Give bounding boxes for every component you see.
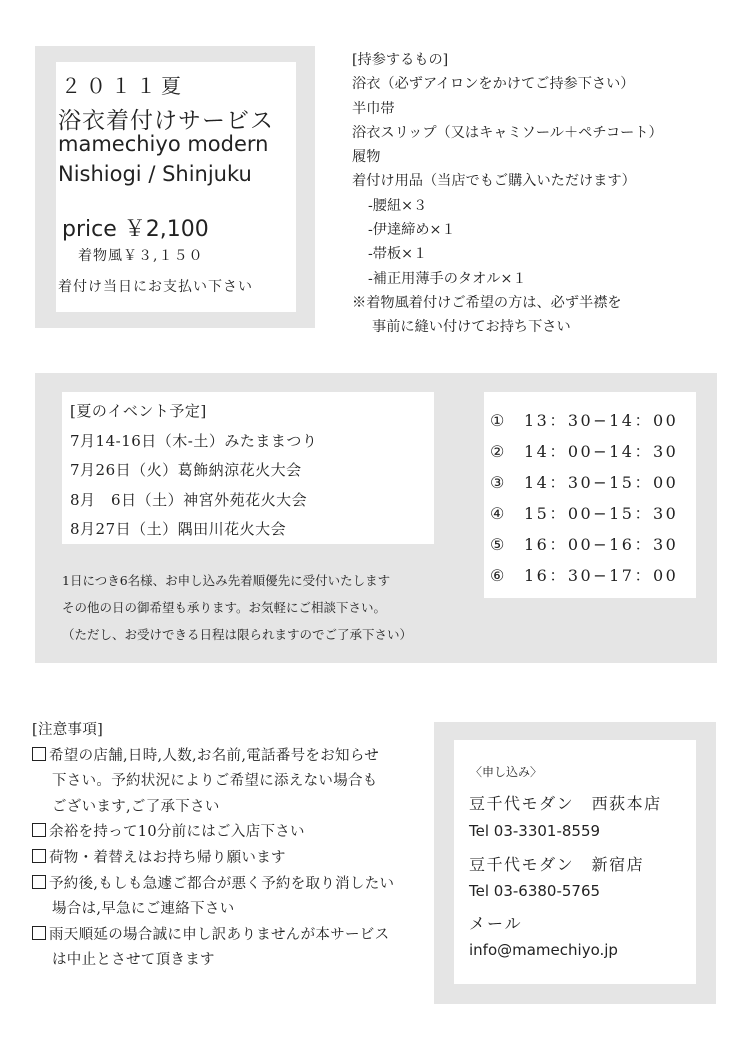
bring-item: 半巾帯 [352, 100, 395, 117]
mail-label: メール [469, 914, 523, 933]
event-item: 8月27日（土）隅田川花火大会 [70, 520, 287, 538]
timeslot-row [490, 498, 678, 529]
timeslot-row [490, 405, 678, 436]
bring-item: 浴衣スリップ（又はキャミソール＋ペチコート） [352, 124, 663, 141]
events-list [70, 397, 317, 545]
caution-item: 雨天順延の場合誠に申し訳ありませんが本サービス [32, 923, 394, 949]
supply-item: -帯板×１ [368, 246, 428, 263]
events-note: （ただし、お受けできる日程は限られますのでご了承下さい） [62, 627, 413, 642]
bring-item: 着付け用品（当店でもご購入いただけます） [352, 173, 636, 190]
timeslot-row [490, 436, 678, 467]
supply-item: -補正用薄手のタオル×１ [368, 270, 527, 287]
title-service: 浴衣着付けサービス [58, 108, 274, 134]
caution-item: 余裕を持って10分前にはご入店下さい [32, 820, 394, 846]
bring-note: ※着物風着付けご希望の方は、必ず半襟を [352, 294, 622, 311]
events-note: その他の日の御希望も承ります。お気軽にご相談下さい。 [62, 600, 387, 615]
timeslot-number: ④ [490, 504, 507, 523]
bring-note-cont: 事前に縫い付けてお持ち下さい [372, 319, 571, 336]
timeslot-number: ⑤ [490, 535, 507, 554]
event-item: 8月 6日（土）神宮外苑花火大会 [70, 490, 308, 509]
payment-note: 着付け当日にお支払い下さい [58, 279, 253, 295]
checkbox-icon [32, 747, 46, 761]
events-note: 1日につき6名様、お申し込み先着順優先に受付いたします [62, 573, 391, 588]
kimono-price-text: 着物風￥３,１５０ [78, 248, 204, 264]
caution-item-cont: は中止とさせて頂きます [52, 952, 215, 969]
timeslot-time: 16：30−17：00 [524, 566, 679, 585]
timeslot-time: 14：30−15：00 [524, 473, 679, 492]
caution-item: 予約後,もしも急遽ご都合が悪く予約を取り消したい [32, 872, 394, 898]
timeslot-number: ⑥ [490, 566, 507, 585]
timeslot-time: 15：00−15：30 [524, 504, 679, 523]
event-item: 7月14-16日（木-土）みたままつり [70, 431, 318, 450]
timeslots-list [490, 405, 678, 591]
caution-item-cont: 場合は,早急にご連絡下さい [52, 901, 235, 918]
bring-item: 履物 [352, 149, 381, 166]
caution-item: 希望の店舗,日時,人数,お名前,電話番号をお知らせ [32, 744, 394, 770]
timeslot-time: 13：30−14：00 [524, 411, 679, 430]
checkbox-icon [32, 926, 46, 940]
checkbox-icon [32, 823, 46, 837]
timeslot-row [490, 467, 678, 498]
store-shinjuku-tel[interactable]: Tel 03-6380-5765 [469, 882, 601, 900]
timeslot-row [490, 529, 678, 560]
bring-list [352, 48, 663, 340]
brand-name: mamechiyo modern [58, 132, 269, 156]
bring-item: 浴衣（必ずアイロンをかけてご持参下さい） [352, 76, 635, 93]
caution-item: 荷物・着替えはお持ち帰り願います [32, 846, 394, 872]
timeslot-number: ③ [490, 473, 507, 492]
checkbox-icon [32, 849, 46, 863]
mail-address-link[interactable]: info@mamechiyo.jp [469, 941, 618, 959]
caution-item-cont: 下さい。予約状況によりご希望に添えない場合も [52, 773, 378, 790]
caution-item-cont: ございます,ご了承下さい [52, 798, 220, 815]
title-panel [56, 62, 296, 312]
timeslot-number: ② [490, 442, 507, 461]
timeslot-time: 16：00−16：30 [524, 535, 679, 554]
timeslot-number: ① [490, 411, 507, 430]
store-shinjuku-name: 豆千代モダン 新宿店 [469, 855, 645, 874]
store-nishiogi-tel[interactable]: Tel 03-3301-8559 [469, 822, 601, 840]
checkbox-icon [32, 875, 46, 889]
bring-heading: [持参するもの] [352, 52, 449, 68]
events-heading: [夏のイベント予定] [70, 402, 207, 420]
events-notes [62, 567, 412, 648]
timeslot-time: 14：00−14：30 [524, 442, 679, 461]
price-text: price ￥2,100 [62, 217, 209, 242]
location-text: Nishiogi / Shinjuku [58, 162, 252, 186]
supply-item: -伊達締め×１ [368, 222, 456, 239]
title-year: ２０１１夏 [61, 74, 186, 98]
apply-label: 〈申し込み〉 [470, 765, 543, 779]
event-item: 7月26日（火）葛飾納涼花火大会 [70, 461, 302, 479]
caution-list [32, 718, 394, 974]
timeslot-row [490, 560, 678, 591]
caution-heading: [注意事項] [32, 722, 104, 738]
store-nishiogi-name: 豆千代モダン 西荻本店 [469, 794, 662, 813]
supply-item: -腰紐×３ [368, 197, 428, 214]
